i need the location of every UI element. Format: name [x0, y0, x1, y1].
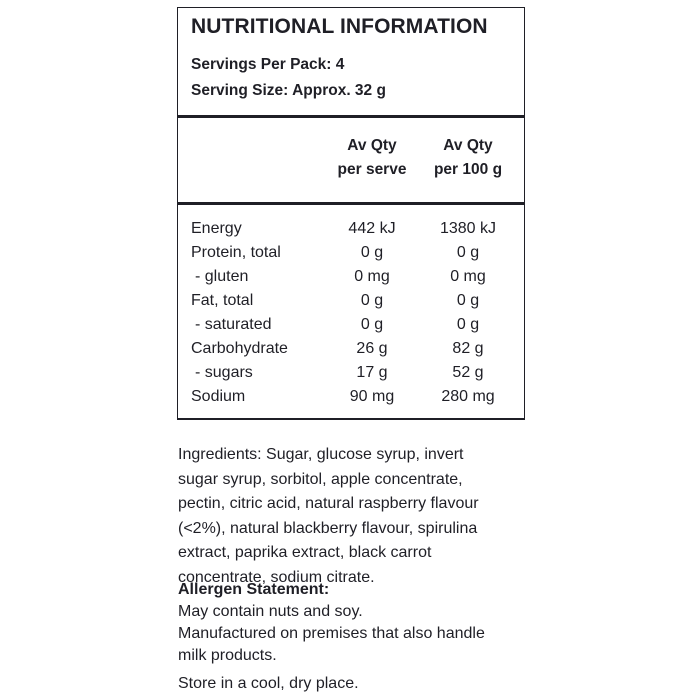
table-row-gluten — [191, 265, 516, 289]
value-per-100g: 0 g — [456, 244, 480, 261]
nutrient-table — [191, 205, 516, 409]
col-header-line: per serve — [337, 161, 407, 178]
table-row-fat — [191, 289, 516, 313]
value-per-serve: 0 mg — [354, 268, 390, 285]
ingredients-line: pectin, citric acid, natural raspberry flavour — [178, 495, 479, 512]
allergen-line: May contain nuts and soy. — [178, 603, 363, 620]
table-row-carbohydrate — [191, 337, 516, 361]
servings-per-pack: Servings Per Pack: 4 — [191, 56, 345, 73]
nutrient-label: - sugars — [195, 364, 253, 381]
ingredients-text — [178, 443, 538, 590]
value-per-100g: 0 g — [456, 292, 480, 309]
nutrient-label: Carbohydrate — [191, 340, 288, 357]
col-header-per-serve — [324, 134, 420, 182]
nutrient-label: Fat, total — [191, 292, 254, 309]
value-per-100g: 1380 kJ — [439, 220, 497, 237]
value-per-100g: 0 mg — [450, 268, 486, 285]
col-header-line: Av Qty — [443, 137, 493, 154]
ingredients-line: extract, paprika extract, black carrot — [178, 544, 432, 561]
value-per-100g: 52 g — [452, 364, 484, 381]
value-per-100g: 0 g — [456, 316, 480, 333]
column-headers — [191, 118, 516, 202]
ingredients-line: (<2%), natural blackberry flavour, spirulina — [178, 519, 478, 537]
table-row-saturated — [191, 313, 516, 337]
table-row-energy — [191, 217, 516, 241]
nutrient-label: Sodium — [191, 388, 246, 405]
nutrient-label: Protein, total — [191, 244, 281, 261]
serving-size: Serving Size: Approx. 32 g — [191, 82, 386, 99]
storage-instruction: Store in a cool, dry place. — [178, 675, 359, 692]
value-per-serve: 442 kJ — [348, 220, 396, 237]
ingredients-line: sugar syrup, sorbitol, apple concentrate, — [178, 470, 463, 488]
value-per-serve: 17 g — [356, 364, 388, 381]
value-per-serve: 26 g — [356, 340, 388, 357]
allergen-statement — [178, 579, 538, 667]
allergen-line: milk products. — [178, 647, 277, 664]
value-per-serve: 0 g — [360, 316, 384, 333]
value-per-serve: 0 g — [360, 244, 384, 261]
value-per-100g: 280 mg — [441, 388, 495, 405]
table-row-sugars — [191, 361, 516, 385]
col-header-line: per 100 g — [433, 161, 503, 178]
nutrition-panel — [177, 7, 525, 420]
nutrient-label: - gluten — [195, 268, 249, 285]
table-row-sodium — [191, 385, 516, 409]
nutrient-label: - saturated — [195, 316, 272, 333]
nutrient-label: Energy — [191, 220, 242, 237]
ingredients-line: concentrate, sodium citrate. — [178, 568, 375, 586]
ingredients-line: Ingredients: Sugar, glucose syrup, invert — [178, 446, 464, 463]
col-header-per-100g — [420, 134, 516, 182]
allergen-line: Manufactured on premises that also handle — [178, 625, 485, 642]
value-per-serve: 90 mg — [349, 388, 395, 405]
allergen-heading: Allergen Statement: — [178, 581, 330, 598]
value-per-100g: 82 g — [452, 340, 484, 357]
panel-title: NUTRITIONAL INFORMATION — [191, 15, 488, 38]
value-per-serve: 0 g — [360, 292, 384, 309]
col-header-line: Av Qty — [347, 137, 397, 154]
table-row-protein — [191, 241, 516, 265]
